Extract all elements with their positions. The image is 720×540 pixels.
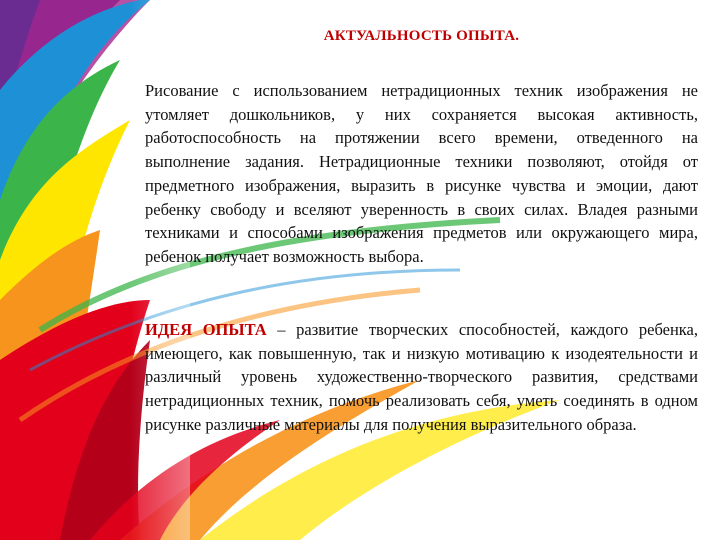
paragraph-idea (145, 318, 698, 437)
idea-lead: ИДЕЯ ОПЫТА (145, 320, 267, 339)
paragraph-relevance: Рисование с использованием нетрадиционных техник изображения не утомляет дошкольников, у них сохраняется высокая активность, работоспособность на протяжении всего времени, отведенного на выполнение задания. Нетрадиционные техники позволяют, отойдя от предметного изображения, выразить в рисунке чувства и эмоции, дают ребенку свободу и вселяют уверенность в своих силах. Владея разными техниками и способами изображения предметов или окружающего мира, ребенок получает возможность выбора. (145, 81, 698, 266)
slide-title: АКТУАЛЬНОСТЬ ОПЫТА. (323, 28, 520, 44)
idea-text: – развитие творческих способностей, каждого ребенка, имеющего, как повышенную, так и низкую мотивацию к изодеятельности и различный уровень художественно-творческого развития, средствами нетрадиционных техник, помочь реализовать себя, уметь соединять в одном рисунке различные материалы для получения выразительного образа. (145, 320, 698, 434)
